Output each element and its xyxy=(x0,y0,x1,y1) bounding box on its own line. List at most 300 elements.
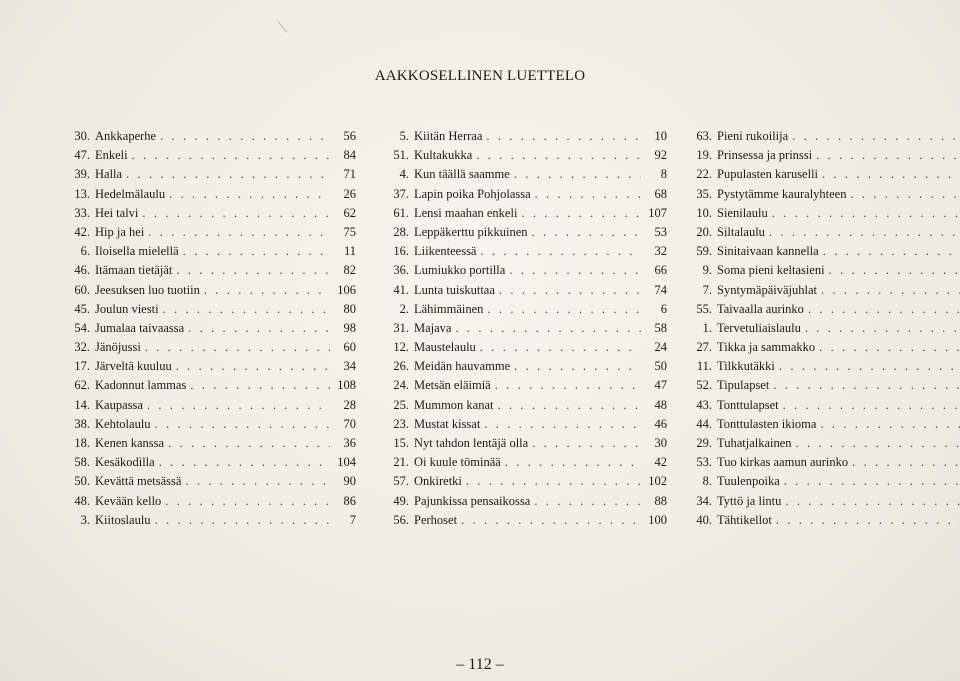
index-entry xyxy=(66,281,356,300)
entry-number: 41. xyxy=(393,282,409,297)
entry-page: 92 xyxy=(654,148,667,163)
entry-page: 74 xyxy=(654,282,667,297)
entry-title: Kesäkodilla xyxy=(95,455,155,470)
entry-page: 7 xyxy=(349,512,356,527)
entry-title: Kiitän Herraa xyxy=(414,129,483,143)
entry-title: Ankkaperhe xyxy=(95,129,157,143)
entry-title: Lapin poika Pohjolassa xyxy=(414,186,531,201)
entry-number: 3. xyxy=(80,512,90,527)
leader-dots xyxy=(155,415,330,434)
index-entry xyxy=(385,319,667,338)
leader-dots xyxy=(509,261,641,280)
entry-page: 62 xyxy=(343,205,356,220)
entry-number: 19. xyxy=(696,148,712,163)
index-entry xyxy=(66,300,356,319)
index-entry xyxy=(694,492,960,511)
entry-page: 82 xyxy=(343,263,356,278)
entry-number: 50. xyxy=(74,474,90,489)
entry-page: 88 xyxy=(654,493,667,508)
leader-dots xyxy=(176,261,330,280)
leader-dots xyxy=(505,453,641,472)
index-entry xyxy=(694,396,960,415)
entry-number: 55. xyxy=(696,301,712,316)
leader-dots xyxy=(532,223,641,242)
entry-page: 90 xyxy=(343,474,356,489)
index-entry xyxy=(385,165,667,184)
index-entry xyxy=(66,338,356,357)
leader-dots xyxy=(476,146,641,165)
entry-number: 48. xyxy=(74,493,90,508)
entry-number: 35. xyxy=(696,186,712,201)
index-entry xyxy=(66,204,356,223)
entry-number: 17. xyxy=(74,359,90,374)
entry-title: Tonttulapset xyxy=(717,397,779,412)
index-entry xyxy=(694,472,960,491)
leader-dots xyxy=(169,185,330,204)
entry-title: Tyttö ja lintu xyxy=(717,493,782,508)
leader-dots xyxy=(148,223,330,242)
entry-title: Hedelmälaulu xyxy=(95,186,166,201)
index-column-3 xyxy=(694,127,960,530)
entry-title: Pajunkissa pensaikossa xyxy=(414,493,531,508)
entry-title: Oi kuule töminää xyxy=(414,455,501,470)
entry-page: 71 xyxy=(343,167,356,182)
index-entry xyxy=(66,357,356,376)
index-entry xyxy=(694,223,960,242)
entry-title: Lensi maahan enkeli xyxy=(414,205,518,220)
entry-title: Leppäkerttu pikkuinen xyxy=(414,224,528,239)
index-entry xyxy=(385,146,667,165)
entry-title: Sinitaivaan kannella xyxy=(717,244,819,259)
leader-dots xyxy=(499,281,641,300)
entry-title: Tuulenpoika xyxy=(717,474,780,489)
index-entry xyxy=(694,261,960,280)
entry-page: 70 xyxy=(343,416,356,431)
entry-title: Hei talvi xyxy=(95,205,139,220)
entry-title: Jänöjussi xyxy=(95,340,141,355)
entry-number: 39. xyxy=(74,167,90,182)
entry-title: Kun täällä saamme xyxy=(414,167,510,182)
index-entry xyxy=(694,376,960,395)
entry-title: Pystytämme kauralyhteen xyxy=(717,186,847,201)
index-title: AAKKOSELLINEN LUETTELO xyxy=(374,68,586,84)
index-entry xyxy=(385,242,667,261)
entry-title: Järveltä kuuluu xyxy=(95,359,172,374)
entry-page: 36 xyxy=(343,436,356,450)
entry-title: Tilkkutäkki xyxy=(717,359,775,374)
entry-number: 18. xyxy=(74,436,90,450)
index-entry xyxy=(385,223,667,242)
leader-dots xyxy=(784,472,960,491)
entry-number: 27. xyxy=(696,340,712,355)
entry-title: Tikka ja sammakko xyxy=(717,340,816,355)
leader-dots xyxy=(498,396,641,415)
entry-number: 24. xyxy=(393,378,409,393)
leader-dots xyxy=(535,185,641,204)
index-column-1 xyxy=(66,127,356,530)
leader-dots xyxy=(521,204,641,223)
leader-dots xyxy=(126,165,330,184)
entry-number: 43. xyxy=(696,397,712,412)
entry-title: Tähtikellot xyxy=(717,512,772,527)
index-entry xyxy=(66,242,356,261)
paper-crease xyxy=(278,21,288,32)
entry-page: 32 xyxy=(654,244,667,259)
leader-dots xyxy=(188,319,330,338)
entry-page: 60 xyxy=(343,340,356,355)
index-entry xyxy=(694,453,960,472)
entry-number: 33. xyxy=(74,205,90,220)
entry-title: Halla xyxy=(95,167,123,182)
entry-title: Majava xyxy=(414,320,452,335)
entry-number: 54. xyxy=(74,320,90,335)
entry-number: 58. xyxy=(74,455,90,470)
leader-dots xyxy=(829,261,960,280)
entry-number: 31. xyxy=(393,320,409,335)
leader-dots xyxy=(480,338,641,357)
entry-number: 16. xyxy=(393,244,409,259)
index-entry xyxy=(385,127,667,146)
leader-dots xyxy=(486,127,641,146)
entry-page: 80 xyxy=(343,301,356,316)
index-entry xyxy=(694,415,960,434)
index-entry xyxy=(66,511,356,530)
entry-page: 42 xyxy=(654,455,667,470)
index-entry xyxy=(66,261,356,280)
entry-number: 22. xyxy=(696,167,712,182)
index-entry xyxy=(385,511,667,530)
entry-page: 28 xyxy=(343,397,356,412)
leader-dots xyxy=(514,165,641,184)
leader-dots xyxy=(132,146,330,165)
leader-dots xyxy=(779,357,960,376)
index-entry xyxy=(66,223,356,242)
entry-page: 8 xyxy=(660,167,667,182)
entry-title: Soma pieni keltasieni xyxy=(717,263,825,278)
entry-title: Onkiretki xyxy=(414,474,462,489)
index-entry xyxy=(385,396,667,415)
entry-page: 84 xyxy=(343,148,356,163)
leader-dots xyxy=(168,434,330,453)
entry-title: Sienilaulu xyxy=(717,205,768,220)
entry-title: Kenen kanssa xyxy=(95,436,165,450)
entry-number: 6. xyxy=(80,244,90,259)
entry-page: 98 xyxy=(343,320,356,335)
entry-page: 24 xyxy=(654,340,667,355)
leader-dots xyxy=(487,300,641,319)
entry-title: Enkeli xyxy=(95,148,128,163)
entry-title: Meidän hauvamme xyxy=(414,359,511,374)
entry-title: Prinsessa ja prinssi xyxy=(717,148,813,163)
index-entry xyxy=(66,415,356,434)
entry-number: 25. xyxy=(393,397,409,412)
entry-number: 29. xyxy=(696,436,712,450)
leader-dots xyxy=(185,472,330,491)
entry-title: Itämaan tietäjät xyxy=(95,263,173,278)
leader-dots xyxy=(776,511,960,530)
entry-title: Kadonnut lammas xyxy=(95,378,187,393)
entry-title: Kevään kello xyxy=(95,493,162,508)
entry-page: 34 xyxy=(343,359,356,374)
index-entry xyxy=(385,376,667,395)
index-entry xyxy=(385,204,667,223)
entry-page: 86 xyxy=(343,493,356,508)
entry-title: Tervetuliaislaulu xyxy=(717,320,801,335)
leader-dots xyxy=(820,415,960,434)
entry-number: 47. xyxy=(74,148,90,163)
leader-dots xyxy=(145,338,330,357)
index-entry xyxy=(385,300,667,319)
entry-title: Iloisella mielellä xyxy=(95,244,179,259)
entry-number: 51. xyxy=(393,148,409,163)
leader-dots xyxy=(204,281,330,300)
entry-number: 1. xyxy=(702,320,712,335)
index-column-2 xyxy=(385,127,667,530)
entry-page: 56 xyxy=(343,129,356,143)
index-entry xyxy=(385,453,667,472)
index-entry xyxy=(694,319,960,338)
entry-title: Kehtolaulu xyxy=(95,416,151,431)
entry-number: 28. xyxy=(393,224,409,239)
entry-title: Tuo kirkas aamun aurinko xyxy=(717,455,849,470)
entry-number: 5. xyxy=(399,129,409,143)
leader-dots xyxy=(819,338,960,357)
leader-dots xyxy=(163,300,330,319)
index-entry xyxy=(385,261,667,280)
leader-dots xyxy=(823,242,960,261)
leader-dots xyxy=(155,511,330,530)
index-entry xyxy=(694,434,960,453)
leader-dots xyxy=(769,223,960,242)
entry-title: Siltalaulu xyxy=(717,224,765,239)
index-entry xyxy=(66,319,356,338)
index-entry xyxy=(385,281,667,300)
entry-page: 11 xyxy=(343,244,356,259)
entry-page: 6 xyxy=(660,301,667,316)
index-entry xyxy=(385,357,667,376)
entry-title: Kiitoslaulu xyxy=(95,512,151,527)
index-entry xyxy=(694,338,960,357)
entry-title: Tuhatjalkainen xyxy=(717,436,792,450)
entry-number: 61. xyxy=(393,205,409,220)
entry-number: 52. xyxy=(696,378,712,393)
entry-title: Joulun viesti xyxy=(95,301,159,316)
leader-dots xyxy=(183,242,330,261)
index-entry xyxy=(694,281,960,300)
entry-title: Lunta tuiskuttaa xyxy=(414,282,495,297)
leader-dots xyxy=(160,127,330,146)
leader-dots xyxy=(816,146,960,165)
entry-number: 45. xyxy=(74,301,90,316)
entry-page: 108 xyxy=(337,378,356,393)
entry-title: Kultakukka xyxy=(414,148,473,163)
entry-page: 48 xyxy=(654,397,667,412)
leader-dots xyxy=(495,376,641,395)
entry-number: 4. xyxy=(399,167,409,182)
entry-number: 26. xyxy=(393,359,409,374)
leader-dots xyxy=(147,396,330,415)
leader-dots xyxy=(808,300,960,319)
leader-dots xyxy=(466,472,641,491)
entry-page: 46 xyxy=(654,416,667,431)
leader-dots xyxy=(461,511,641,530)
entry-title: Hip ja hei xyxy=(95,224,145,239)
entry-page: 107 xyxy=(648,205,667,220)
entry-title: Jeesuksen luo tuotiin xyxy=(95,282,200,297)
entry-page: 30 xyxy=(654,436,667,450)
entry-number: 63. xyxy=(696,129,712,143)
entry-number: 40. xyxy=(696,512,712,527)
leader-dots xyxy=(190,376,330,395)
entry-page: 26 xyxy=(343,186,356,201)
entry-page: 75 xyxy=(343,224,356,239)
entry-number: 12. xyxy=(393,340,409,355)
entry-title: Tonttulasten ikioma xyxy=(717,416,817,431)
entry-page: 50 xyxy=(654,359,667,374)
entry-number: 30. xyxy=(74,129,90,143)
entry-title: Tipulapset xyxy=(717,378,770,393)
entry-number: 44. xyxy=(696,416,712,431)
leader-dots xyxy=(852,453,960,472)
index-entry xyxy=(694,300,960,319)
entry-title: Liikenteessä xyxy=(414,244,477,259)
entry-page: 66 xyxy=(654,263,667,278)
index-entry xyxy=(385,492,667,511)
entry-number: 8. xyxy=(702,474,712,489)
entry-number: 15. xyxy=(393,436,409,450)
entry-number: 60. xyxy=(74,282,90,297)
entry-number: 9. xyxy=(702,263,712,278)
entry-page: 106 xyxy=(337,282,356,297)
entry-page: 58 xyxy=(654,320,667,335)
entry-title: Kaupassa xyxy=(95,397,143,412)
entry-number: 23. xyxy=(393,416,409,431)
index-entry xyxy=(66,472,356,491)
entry-number: 7. xyxy=(702,282,712,297)
index-entry xyxy=(385,185,667,204)
entry-number: 38. xyxy=(74,416,90,431)
entry-number: 62. xyxy=(74,378,90,393)
leader-dots xyxy=(480,242,641,261)
entry-title: Syntymäpäiväjuhlat xyxy=(717,282,817,297)
entry-number: 21. xyxy=(393,455,409,470)
leader-dots xyxy=(514,357,641,376)
entry-number: 2. xyxy=(399,301,409,316)
leader-dots xyxy=(805,319,960,338)
entry-number: 42. xyxy=(74,224,90,239)
index-entry xyxy=(66,376,356,395)
index-entry xyxy=(694,165,960,184)
leader-dots xyxy=(534,492,641,511)
entry-title: Pupulasten karuselli xyxy=(717,167,819,182)
leader-dots xyxy=(176,357,330,376)
index-entry xyxy=(694,127,960,146)
entry-number: 59. xyxy=(696,244,712,259)
leader-dots xyxy=(821,281,960,300)
entry-number: 37. xyxy=(393,186,409,201)
entry-number: 32. xyxy=(74,340,90,355)
leader-dots xyxy=(822,165,960,184)
index-entry xyxy=(66,396,356,415)
entry-title: Metsän eläimiä xyxy=(414,378,491,393)
leader-dots xyxy=(455,319,641,338)
leader-dots xyxy=(484,415,641,434)
entry-title: Mustat kissat xyxy=(414,416,481,431)
leader-dots xyxy=(165,492,330,511)
index-entry xyxy=(694,204,960,223)
entry-number: 11. xyxy=(696,359,712,374)
leader-dots xyxy=(785,492,960,511)
index-entry xyxy=(694,185,960,204)
entry-title: Kevättä metsässä xyxy=(95,474,182,489)
entry-title: Taivaalla aurinko xyxy=(717,301,804,316)
index-entry xyxy=(66,434,356,453)
entry-page: 10 xyxy=(654,129,667,143)
entry-number: 10. xyxy=(696,205,712,220)
index-entry xyxy=(694,146,960,165)
leader-dots xyxy=(783,396,960,415)
index-entry xyxy=(694,357,960,376)
entry-number: 46. xyxy=(74,263,90,278)
index-entry xyxy=(385,434,667,453)
index-entry xyxy=(66,453,356,472)
entry-number: 36. xyxy=(393,263,409,278)
index-entry xyxy=(385,338,667,357)
entry-number: 34. xyxy=(696,493,712,508)
leader-dots xyxy=(792,127,960,146)
leader-dots xyxy=(772,204,960,223)
entry-number: 56. xyxy=(393,512,409,527)
entry-title: Mummon kanat xyxy=(414,397,494,412)
entry-page: 102 xyxy=(648,474,667,489)
entry-number: 14. xyxy=(74,397,90,412)
entry-page: 68 xyxy=(654,186,667,201)
leader-dots xyxy=(796,434,960,453)
entry-page: 53 xyxy=(654,224,667,239)
leader-dots xyxy=(850,185,960,204)
index-entry xyxy=(66,127,356,146)
page-number: – 112 – xyxy=(456,656,504,673)
entry-title: Jumalaa taivaassa xyxy=(95,320,185,335)
index-entry xyxy=(694,511,960,530)
index-entry xyxy=(694,242,960,261)
entry-number: 20. xyxy=(696,224,712,239)
leader-dots xyxy=(532,434,641,453)
index-entry xyxy=(66,146,356,165)
leader-dots xyxy=(142,204,330,223)
entry-title: Perhoset xyxy=(414,512,458,527)
leader-dots xyxy=(773,376,960,395)
entry-number: 49. xyxy=(393,493,409,508)
entry-page: 104 xyxy=(337,455,356,470)
entry-page: 47 xyxy=(654,378,667,393)
leader-dots xyxy=(159,453,330,472)
index-entry xyxy=(66,492,356,511)
entry-title: Pieni rukoilija xyxy=(717,129,789,143)
entry-title: Lähimmäinen xyxy=(414,301,484,316)
index-entry xyxy=(385,415,667,434)
entry-title: Nyt tahdon lentäjä olla xyxy=(414,436,529,450)
entry-page: 100 xyxy=(648,512,667,527)
index-entry xyxy=(66,185,356,204)
entry-number: 57. xyxy=(393,474,409,489)
entry-title: Lumiukko portilla xyxy=(414,263,506,278)
entry-number: 53. xyxy=(696,455,712,470)
entry-title: Maustelaulu xyxy=(414,340,476,355)
index-entry xyxy=(385,472,667,491)
entry-number: 13. xyxy=(74,186,90,201)
index-entry xyxy=(66,165,356,184)
